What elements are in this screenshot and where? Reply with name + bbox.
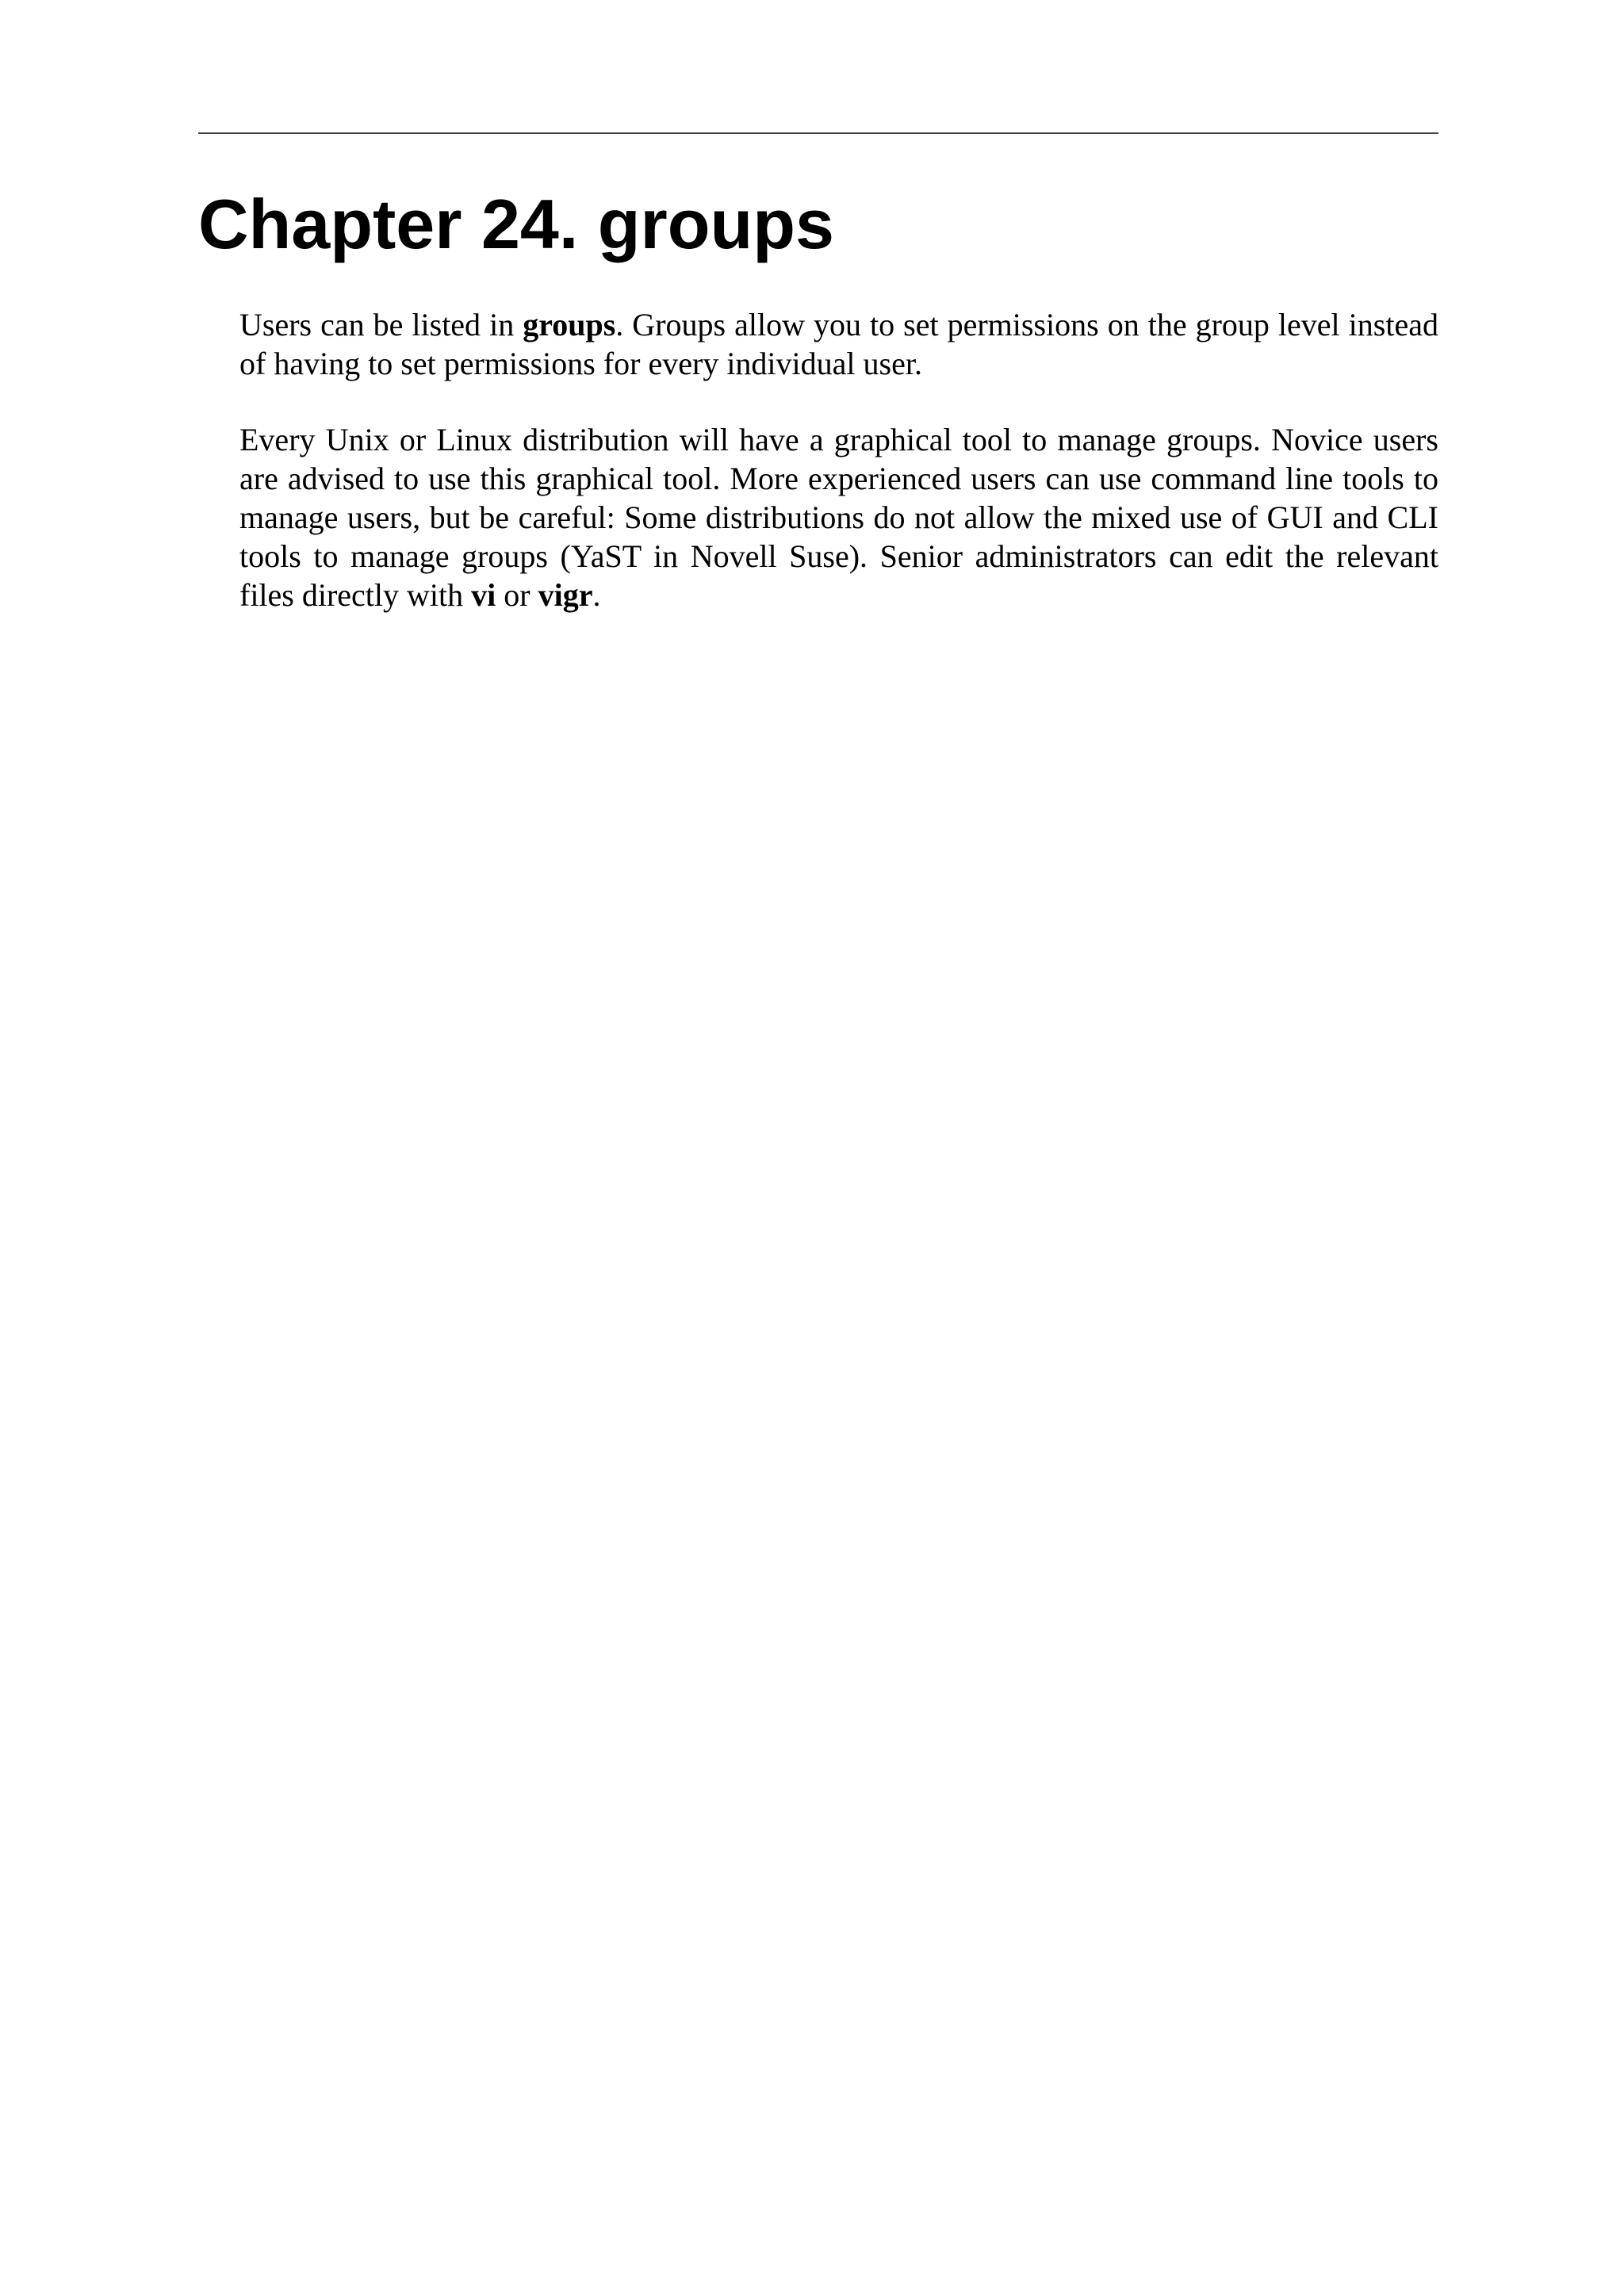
paragraph-text: Every Unix or Linux distribution will have a graphical tool to manage groups. Novice users are advised to use this graphical tool. More experienced users can use command line tools to manage users, but be careful: Some distributions do not allow the mixed use of GUI and CLI tools to manage groups (YaST in Novell Suse). Senior administrators can edit the relevant files directly with bbox=[239, 422, 1438, 613]
paragraph-text: Users can be listed in bbox=[239, 307, 523, 342]
paragraph-text: . Groups allow you to set permissions on the group level instead of having to set permissions for every individual user. bbox=[239, 307, 1438, 381]
paragraph-text: . bbox=[592, 577, 601, 613]
command-vigr: vigr bbox=[538, 577, 593, 613]
chapter-title: Chapter 24. groups bbox=[198, 185, 834, 263]
paragraph-intro bbox=[239, 305, 1438, 383]
term-groups: groups bbox=[523, 307, 616, 342]
paragraph-tools bbox=[239, 420, 1438, 614]
command-vi: vi bbox=[471, 577, 496, 613]
paragraph-text: or bbox=[496, 577, 538, 613]
header-rule bbox=[198, 132, 1438, 134]
